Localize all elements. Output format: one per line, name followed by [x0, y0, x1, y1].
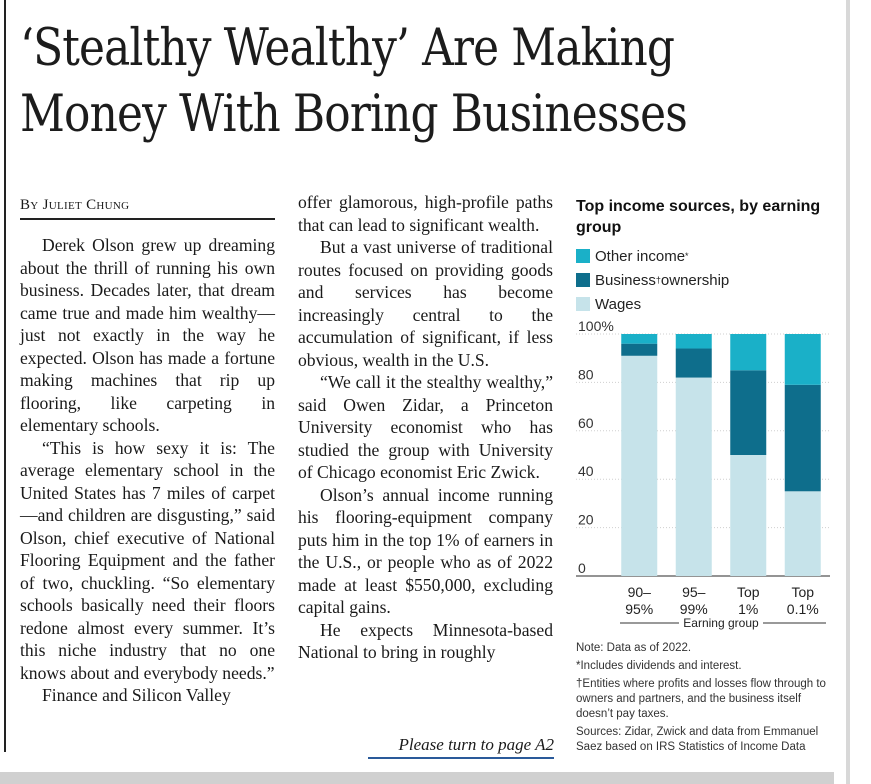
paragraph: “This is how sexy it is: The average elementary school in the United States has 7 miles of carpet—and children are disgusting,” said Olson, chief executive of National Flooring Equipment and the father of two, chuckling. “So elementary schools basically need their floors redone almost every summer. It’s this niche industry that no one knows about and everybody needs.”	[20, 437, 275, 683]
right-page-edge	[846, 0, 850, 784]
bar-segment	[621, 334, 657, 344]
legend-item-business-ownership	[576, 268, 729, 292]
bar-segment	[730, 334, 766, 370]
article-column-1	[20, 234, 275, 707]
bar-segment	[621, 344, 657, 356]
x-tick-label: 1%	[738, 601, 759, 617]
paragraph: Finance and Silicon Valley	[42, 685, 231, 705]
paragraph: He expects Minnesota-based National to bring in roughly	[298, 619, 553, 662]
legend-label: Other income	[595, 247, 686, 265]
bar-segment	[730, 455, 766, 576]
paragraph: offer glamorous, high-profile paths that can lead to significant wealth.	[298, 192, 553, 235]
y-tick-label: 20	[578, 511, 594, 528]
bar-segment	[730, 370, 766, 455]
headline	[20, 16, 725, 148]
x-tick-label: 90–	[627, 584, 651, 600]
x-tick-label: 95%	[625, 601, 654, 617]
legend-sup: *	[685, 251, 689, 261]
legend-item-other-income	[576, 244, 729, 268]
bottom-page-edge	[0, 772, 834, 784]
headline-line-1: ‘Stealthy Wealthy’ Are Making	[20, 19, 675, 78]
headline-line-2: Money With Boring Businesses	[20, 85, 687, 144]
legend-sup: †	[655, 275, 661, 285]
legend-swatch	[576, 297, 590, 311]
chart-sources: Sources: Zidar, Zwick and data from Emmanuel Saez based on IRS Statistics of Income Data	[576, 726, 819, 753]
bar-segment	[785, 334, 821, 385]
paragraph: Derek Olson grew up dreaming about the thrill of running his own business. Decades later, that dream came true and made him wealthy—just not exactly in the way he expected. Olson has made a fortune making machines that rip up flooring, like carpeting in elementary schools.	[20, 235, 275, 435]
legend-suffix: ownership	[660, 271, 730, 289]
legend-swatch	[576, 273, 590, 287]
chart-footnote-1: *Includes dividends and interest.	[576, 660, 742, 672]
y-tick-label: 60	[578, 414, 594, 431]
legend-swatch	[576, 249, 590, 263]
byline-prefix: By	[20, 197, 39, 213]
bar-segment	[621, 356, 657, 576]
paragraph: Olson’s annual income running his flooring-equipment company puts him in the top 1% of earners in the U.S., or people who as of 2022 made at least $550,000, excluding capital gains.	[298, 484, 553, 617]
bar-segment	[676, 349, 712, 378]
bar-segment	[785, 491, 821, 576]
chart-note: Note: Data as of 2022.	[576, 642, 692, 654]
y-tick-label: 80	[578, 366, 594, 383]
legend-label: Wages	[595, 295, 642, 313]
left-border-rule	[4, 0, 6, 752]
y-tick-label: 100%	[578, 318, 614, 334]
legend-label: Business	[595, 271, 656, 289]
paragraph: But a vast universe of traditional routes focused on providing goods and services has become increasingly central to the accumulation of significant, if less obvious, wealth in the U.S.	[298, 237, 553, 370]
bar-segment	[676, 334, 712, 349]
x-tick-label: Top	[791, 584, 815, 600]
byline	[20, 197, 275, 220]
continued-link[interactable]: Please turn to page A2	[368, 735, 554, 759]
bar-segment	[785, 385, 821, 491]
x-tick-label: Top	[736, 584, 760, 600]
article-column-2	[298, 191, 553, 664]
x-tick-label: 95–	[682, 584, 706, 600]
y-tick-label: 0	[578, 560, 586, 576]
byline-author: Juliet Chung	[42, 197, 130, 213]
paragraph: “We call it the stealthy wealthy,” said Owen Zidar, a Princeton University economist who has studied the group with University of Chicago economist Eric Zwick.	[298, 372, 553, 482]
chart-title: Top income sources, by earning group	[576, 198, 821, 236]
x-tick-label: 99%	[679, 601, 708, 617]
y-tick-label: 40	[578, 463, 594, 480]
x-tick-label: 0.1%	[786, 601, 819, 617]
chart-footnote-2: †Entities where profits and losses flow through to owners and partners, and the business itself doesn’t pay taxes.	[576, 678, 826, 720]
chart-notes	[576, 641, 836, 758]
chart-legend	[576, 244, 729, 316]
stacked-bar-chart	[560, 312, 840, 634]
bar-segment	[676, 378, 712, 576]
x-axis-label: Earning group	[683, 616, 759, 630]
